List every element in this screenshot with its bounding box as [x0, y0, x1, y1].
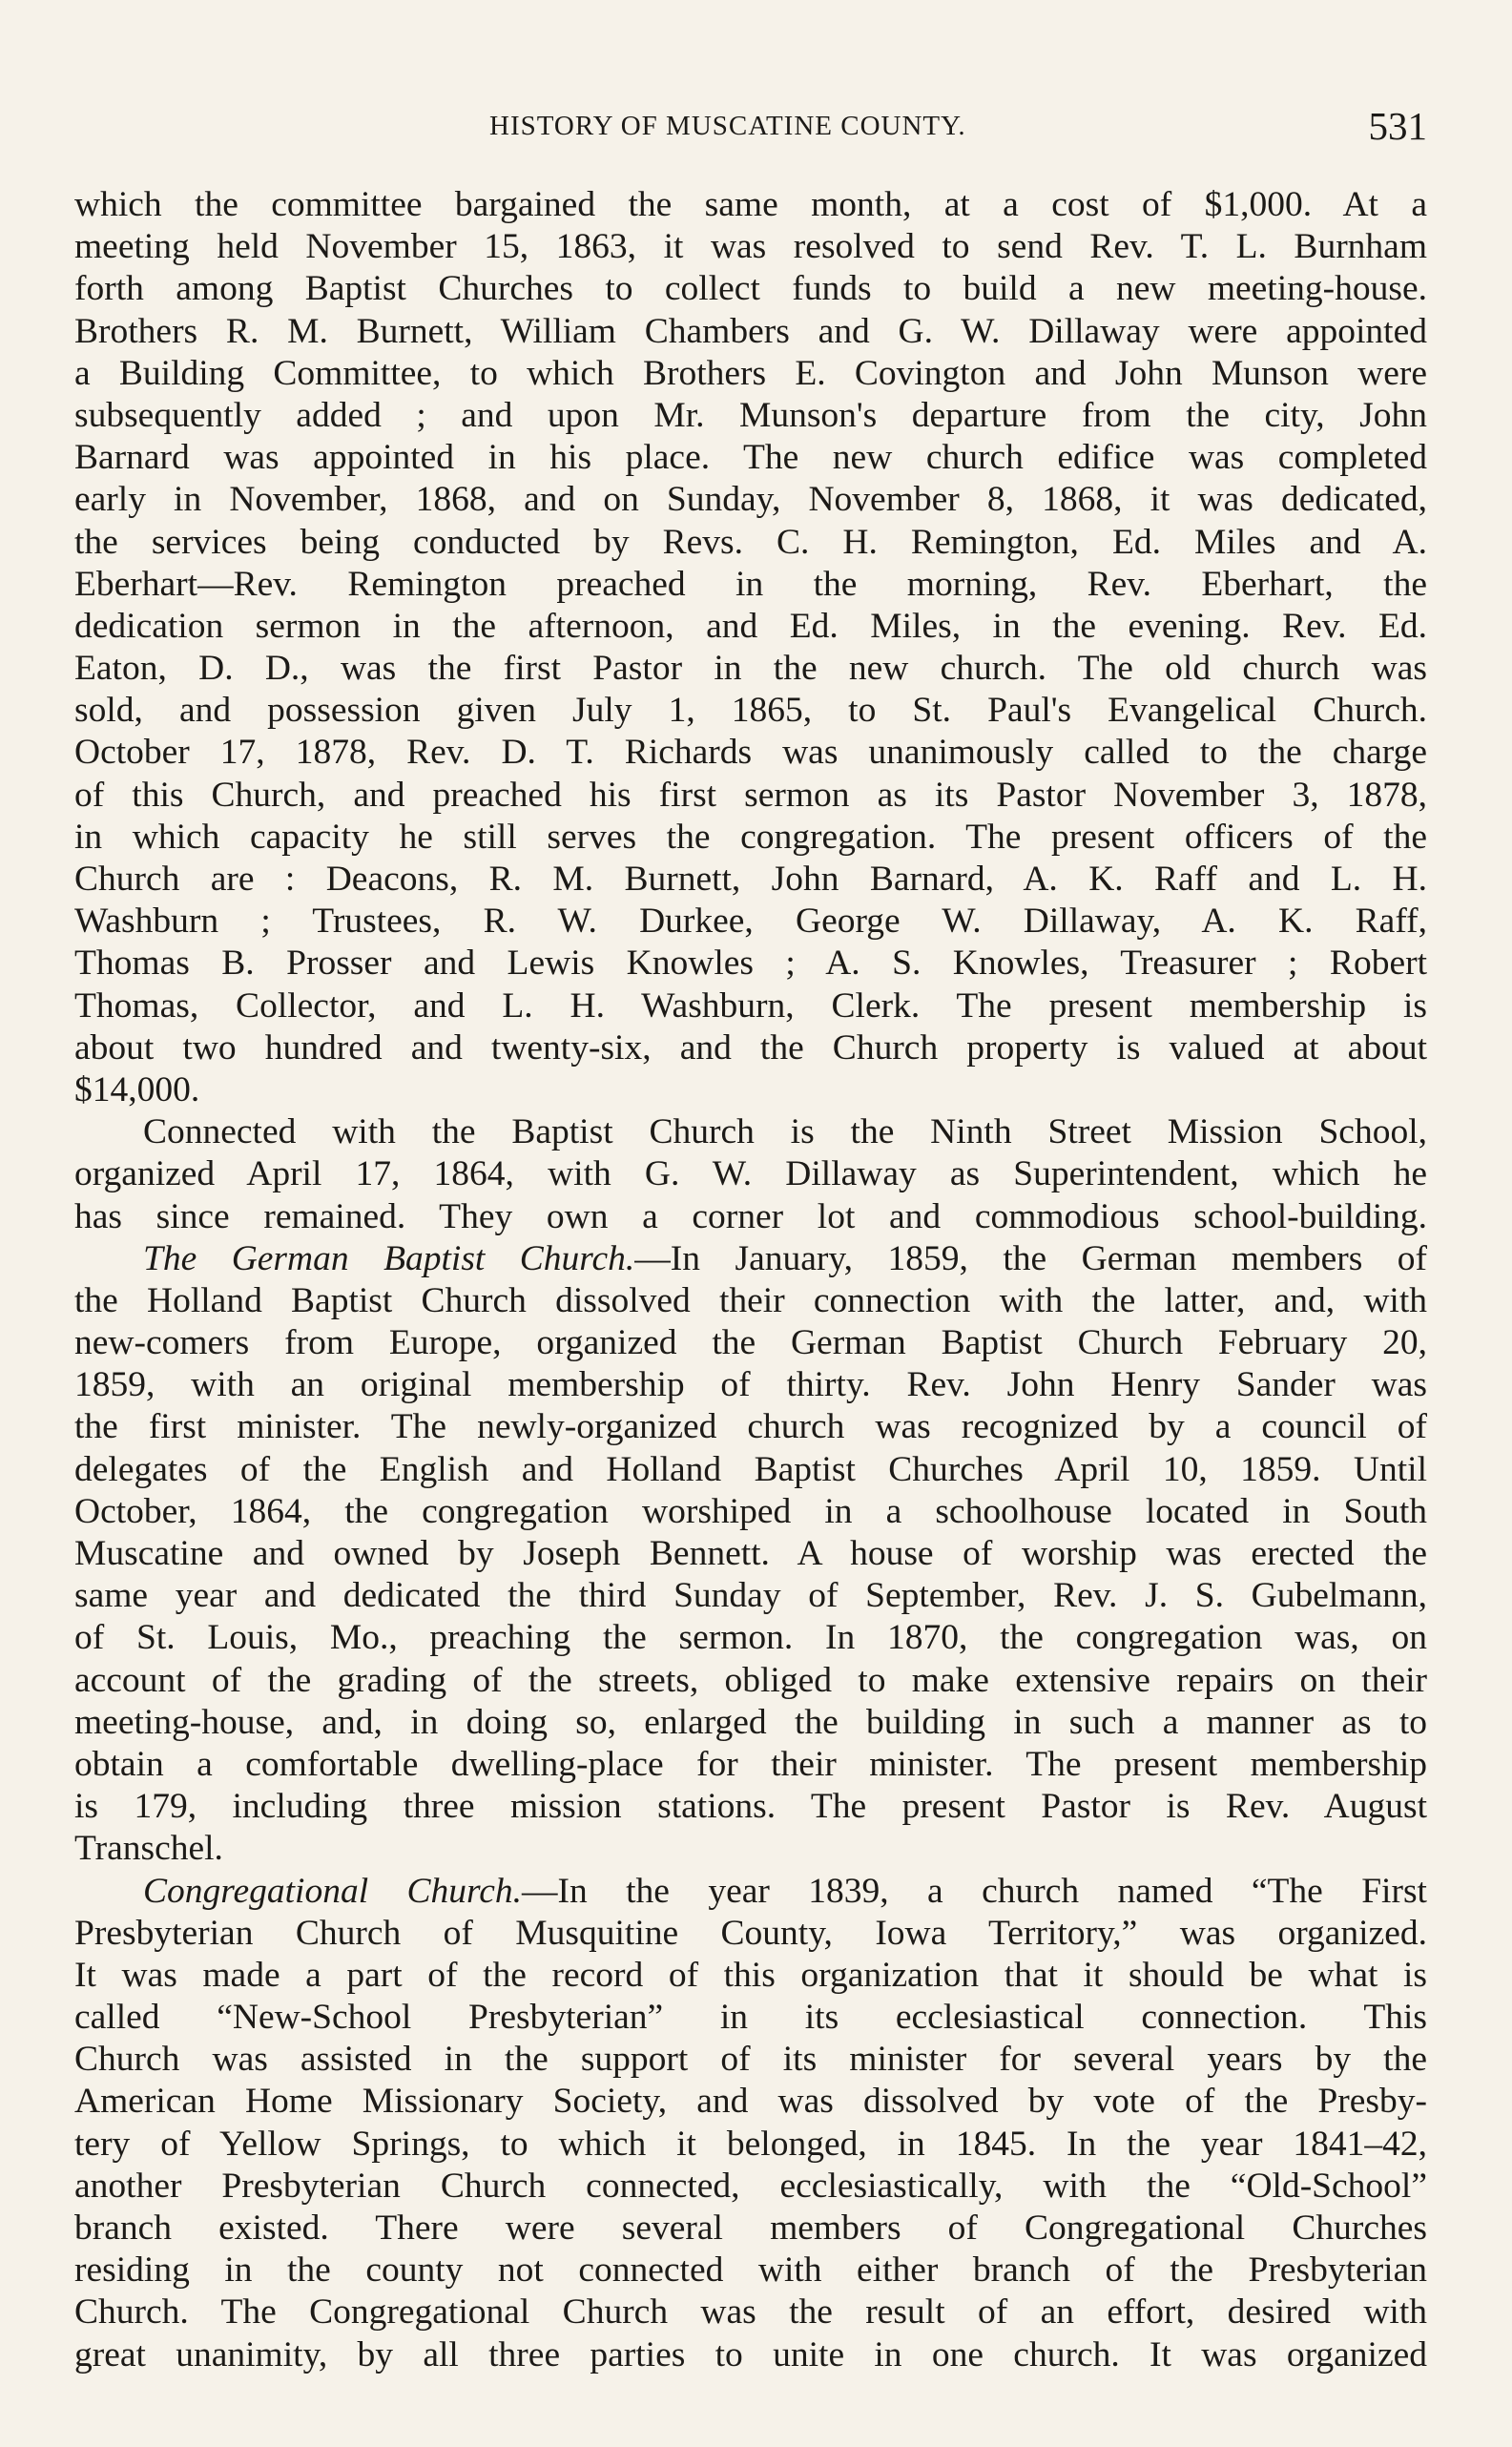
section-heading: The German Baptist Church.	[143, 1238, 635, 1278]
text-line: obtain a comfortable dwelling-place for their minister. The present membership	[74, 1744, 1427, 1784]
text-line: early in November, 1868, and on Sunday, November 8, 1868, it was dedicated,	[74, 480, 1427, 520]
text-line: $14,000.	[74, 1069, 200, 1109]
running-head-title: HISTORY OF MUSCATINE COUNTY.	[489, 111, 966, 141]
text-line: Thomas B. Prosser and Lewis Knowles ; A. S. Knowles, Treasurer ; Robert	[74, 944, 1427, 984]
text-line: meeting held November 15, 1863, it was resolved to send Rev. T. L. Burnham	[74, 227, 1427, 267]
text-line: a Building Committee, to which Brothers E. Covington and John Munson were	[74, 353, 1427, 393]
paragraph-mission-school	[74, 1111, 1427, 1238]
text-line: has since remained. They own a corner lot and commodious school-building.	[74, 1196, 1427, 1236]
text-line: about two hundred and twenty-six, and the Church property is valued at about	[74, 1027, 1427, 1068]
text-line: residing in the county not connected with either branch of the Presbyterian	[74, 2250, 1427, 2291]
text-line	[74, 1871, 1427, 1913]
heading-line-text: —In the year 1839, a church named “The First	[522, 1871, 1427, 1911]
paragraph-congregational-church	[74, 1871, 1427, 2376]
running-head	[74, 103, 1427, 151]
text-line: branch existed. There were several members of Congregational Churches	[74, 2209, 1427, 2248]
section-heading: Congregational Church.	[143, 1871, 522, 1911]
text-line: subsequently added ; and upon Mr. Munson's departure from the city, John	[74, 395, 1427, 435]
text-line: sold, and possession given July 1, 1865, to St. Paul's Evangelical Church.	[74, 691, 1427, 731]
text-line: same year and dedicated the third Sunday of September, Rev. J. S. Gubelmann,	[74, 1576, 1427, 1616]
text-line: dedication sermon in the afternoon, and Ed. Miles, in the evening. Rev. Ed.	[74, 606, 1427, 646]
text-line: Presbyterian Church of Musquitine County, Iowa Territory,” was organized.	[74, 1913, 1427, 1953]
text-line: the Holland Baptist Church dissolved their connection with the latter, and, with	[74, 1280, 1427, 1320]
text-line: the first minister. The newly-organized church was recognized by a council of	[74, 1407, 1427, 1447]
page-number: 531	[1368, 104, 1427, 148]
paragraph-german-baptist-church	[74, 1238, 1427, 1871]
text-line: Church are : Deacons, R. M. Burnett, John Barnard, A. K. Raff and L. H.	[74, 860, 1427, 899]
text-line: new-comers from Europe, organized the German Baptist Church February 20,	[74, 1323, 1427, 1363]
text-line: Church. The Congregational Church was the result of an effort, desired with	[74, 2292, 1427, 2333]
text-line: Brothers R. M. Burnett, William Chambers and G. W. Dillaway were appointed	[74, 311, 1427, 351]
text-line: great unanimity, by all three parties to unite in one church. It was organized	[74, 2334, 1427, 2374]
text-line: organized April 17, 1864, with G. W. Dillaway as Superintendent, which he	[74, 1154, 1427, 1194]
text-line: Transchel.	[74, 1829, 223, 1869]
text-line: Washburn ; Trustees, R. W. Durkee, George W. Dillaway, A. K. Raff,	[74, 902, 1427, 942]
text-line	[74, 1238, 1427, 1280]
text-line: October 17, 1878, Rev. D. T. Richards was unanimously called to the charge	[74, 733, 1427, 773]
heading-line-text: —In January, 1859, the German members of	[634, 1238, 1427, 1278]
text-line: Church was assisted in the support of its minister for several years by the	[74, 2040, 1427, 2080]
text-line: delegates of the English and Holland Baptist Churches April 10, 1859. Until	[74, 1449, 1427, 1489]
text-line: Eaton, D. D., was the first Pastor in the new church. The old church was	[74, 649, 1427, 689]
text-line: account of the grading of the streets, obliged to make extensive repairs on their	[74, 1660, 1427, 1700]
text-line: tery of Yellow Springs, to which it belonged, in 1845. In the year 1841–42,	[74, 2124, 1427, 2164]
text-line: in which capacity he still serves the congregation. The present officers of the	[74, 817, 1427, 857]
text-line: another Presbyterian Church connected, ecclesiastically, with the “Old-School”	[74, 2166, 1427, 2206]
text-line: Connected with the Baptist Church is the Ninth Street Mission School,	[143, 1112, 1427, 1152]
text-line: It was made a part of the record of this organization that it should be what is	[74, 1955, 1427, 1995]
text-line: Eberhart—Rev. Remington preached in the morning, Rev. Eberhart, the	[74, 564, 1427, 604]
text-line: Thomas, Collector, and L. H. Washburn, Clerk. The present membership is	[74, 985, 1427, 1026]
text-line: American Home Missionary Society, and was dissolved by vote of the Presby-	[74, 2082, 1427, 2122]
text-line: which the committee bargained the same month, at a cost of $1,000. At a	[74, 185, 1427, 224]
text-line: Barnard was appointed in his place. The new church edifice was completed	[74, 438, 1427, 478]
paragraph-baptist-church	[74, 184, 1427, 1111]
text-line: is 179, including three mission stations. The present Pastor is Rev. August	[74, 1787, 1427, 1827]
text-line: called “New-School Presbyterian” in its ecclesiastical connection. This	[74, 1998, 1427, 2038]
text-line: Muscatine and owned by Joseph Bennett. A house of worship was erected the	[74, 1534, 1427, 1573]
text-line: of St. Louis, Mo., preaching the sermon. In 1870, the congregation was, on	[74, 1618, 1427, 1658]
text-line: meeting-house, and, in doing so, enlarged the building in such a manner as to	[74, 1702, 1427, 1742]
body-text	[74, 184, 1427, 2376]
text-line: of this Church, and preached his first sermon as its Pastor November 3, 1878,	[74, 775, 1427, 815]
text-line: October, 1864, the congregation worshiped in a schoolhouse located in South	[74, 1491, 1427, 1531]
text-line: 1859, with an original membership of thirty. Rev. John Henry Sander was	[74, 1365, 1427, 1405]
text-line: the services being conducted by Revs. C. H. Remington, Ed. Miles and A.	[74, 522, 1427, 562]
text-line: forth among Baptist Churches to collect funds to build a new meeting-house.	[74, 269, 1427, 309]
